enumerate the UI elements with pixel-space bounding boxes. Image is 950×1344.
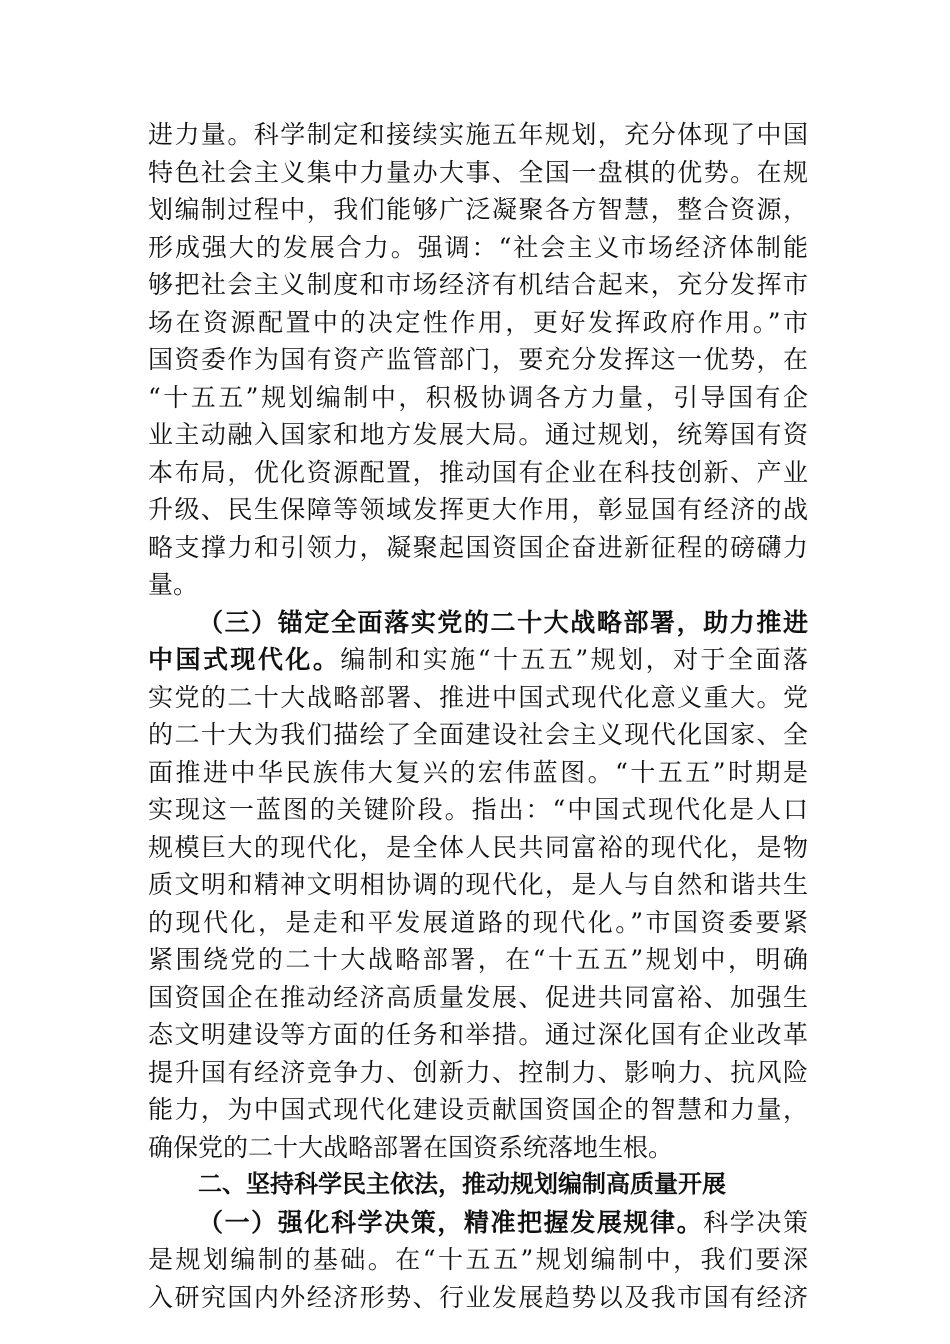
section-heading: 二、坚持科学民主依法，推动规划编制高质量开展 — [198, 1170, 726, 1198]
paragraph-3 — [148, 1204, 808, 1317]
text-line — [148, 641, 808, 679]
text-line: 形成强大的发展合力。强调：“社会主义市场经济体制能 — [148, 232, 808, 262]
text-line: 的二十大为我们描绘了全面建设社会主义现代化国家、全 — [148, 720, 808, 749]
text-line: 划编制过程中，我们能够广泛凝聚各方智慧，整合资源， — [148, 195, 808, 224]
paragraph-1 — [148, 116, 808, 604]
text-line-rest: 科学决策 — [703, 1207, 808, 1237]
text-line: “十五五”规划编制中，积极协调各方力量，引导国有企 — [148, 382, 808, 412]
text-line: 本布局，优化资源配置，推动国有企业在科技创新、产业 — [148, 457, 808, 487]
subsection-heading-tail: 中国式现代化。 — [148, 645, 341, 674]
text-line: 场在资源配置中的决定性作用，更好发挥政府作用。”市 — [148, 307, 808, 337]
text-line: 紧围绕党的二十大战略部署，在“十五五”规划中，明确 — [148, 945, 808, 974]
text-line: 够把社会主义制度和市场经济有机结合起来，充分发挥市 — [148, 270, 808, 299]
text-line: 态文明建设等方面的任务和举措。通过深化国有企业改革 — [148, 1020, 808, 1049]
subsection-heading: （一）强化科学决策，精准把握发展规律。 — [198, 1207, 704, 1237]
text-line: 确保党的二十大战略部署在国资系统落地生根。 — [148, 1132, 674, 1162]
text-line: 入研究国内外经济形势、行业发展趋势以及我市国有经济 — [148, 1282, 808, 1312]
text-line: 是规划编制的基础。在“十五五”规划编制中，我们要深 — [148, 1245, 808, 1274]
text-line: 实现这一蓝图的关键阶段。指出：“中国式现代化是人口 — [148, 795, 808, 824]
text-line: 能力，为中国式现代化建设贡献国资国企的智慧和力量， — [148, 1095, 808, 1124]
text-line — [148, 1204, 808, 1242]
text-line: 国资国企在推动经济高质量发展、促进共同富裕、加强生 — [148, 982, 808, 1012]
text-line: 面推进中华民族伟大复兴的宏伟蓝图。“十五五”时期是 — [148, 757, 808, 787]
text-line: 进力量。科学制定和接续实施五年规划，充分体现了中国 — [148, 120, 808, 149]
paragraph-2 — [148, 604, 808, 1167]
text-line: 特色社会主义集中力量办大事、全国一盘棋的优势。在规 — [148, 157, 808, 187]
document-body — [148, 116, 808, 1316]
subsection-heading-line: （三）锚定全面落实党的二十大战略部署，助力推进 — [198, 607, 808, 637]
text-line: 升级、民生保障等领域发挥更大作用，彰显国有经济的战 — [148, 495, 808, 524]
text-line: 提升国有经济竞争力、创新力、控制力、影响力、抗风险 — [148, 1057, 808, 1087]
text-line: 业主动融入国家和地方发展大局。通过规划，统筹国有资 — [148, 420, 808, 449]
text-line: 国资委作为国有资产监管部门，要充分发挥这一优势，在 — [148, 345, 808, 374]
text-line: 量。 — [148, 570, 199, 599]
text-line: 规模巨大的现代化，是全体人民共同富裕的现代化，是物 — [148, 832, 808, 862]
text-line: 略支撑力和引领力，凝聚起国资国企奋进新征程的磅礴力 — [148, 532, 808, 562]
text-line: 质文明和精神文明相协调的现代化，是人与自然和谐共生 — [148, 870, 808, 899]
text-line-rest: 编制和实施“十五五”规划，对于全面落 — [340, 645, 808, 674]
text-line: 的现代化，是走和平发展道路的现代化。”市国资委要紧 — [148, 907, 808, 937]
text-line: 实党的二十大战略部署、推进中国式现代化意义重大。党 — [148, 682, 808, 712]
